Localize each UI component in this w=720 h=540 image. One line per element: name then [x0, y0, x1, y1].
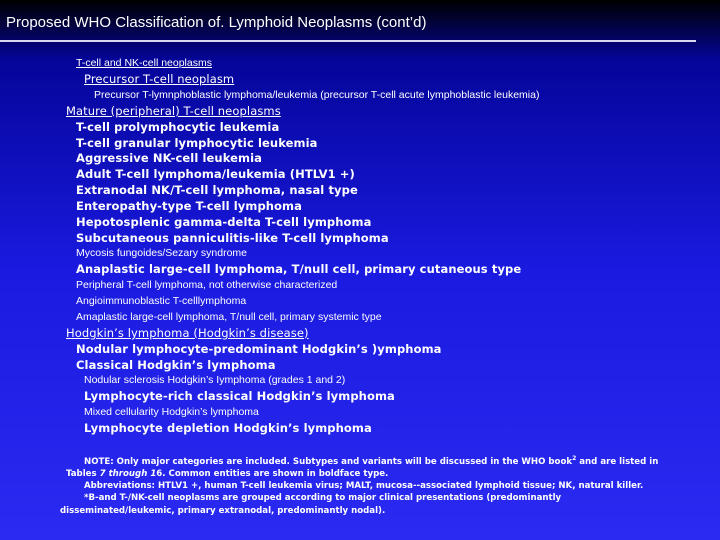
- title-divider: [0, 40, 696, 42]
- list-item: Enteropathy-type T-cell lymphoma: [76, 199, 303, 213]
- list-item: Nodular sclerosis Hodgkin’s Iymphoma (grades 1 and 2): [84, 374, 346, 386]
- note-text: and are listed in: [576, 456, 659, 467]
- footnote-line: disseminated/leukemic, primary extranodal, predominantly nodal).: [60, 505, 386, 516]
- list-item: Adult T-cell lymphoma/leukemia (HTLV1 +): [76, 167, 355, 181]
- list-item: Lymphocyte depletion Hodgkin’s lymphoma: [84, 421, 372, 435]
- note-text: NOTE: Only major categories are included. Subtypes and variants will be discussed in the WHO book: [84, 456, 573, 467]
- footnote-line: [66, 453, 706, 468]
- footnote-line: [66, 468, 706, 480]
- hodgkin-heading: Hodgkin’s lymphoma (Hodgkin’s disease): [66, 326, 309, 340]
- list-item: Amaplastic large-cell lymphoma, T/null cell, primary systemic type: [76, 311, 382, 323]
- list-item: T-cell prolymphocytic leukemia: [76, 120, 280, 134]
- list-item: Hepotosplenic gamma-delta T-cell lymphoma: [76, 215, 372, 229]
- note-text: 6. Common entities are shown in boldface type.: [156, 469, 389, 480]
- list-item: Anaplastic large-cell lymphoma, T/null cell, primary cutaneous type: [76, 262, 522, 276]
- precursor-heading: Precursor T-cell neoplasm: [84, 72, 235, 86]
- list-item: Aggressive NK-cell leukemia: [76, 151, 263, 165]
- mature-heading: Mature (peripheral) T-cell neoplasms: [66, 104, 281, 118]
- list-item: Mixed cellularity Hodgkin’s lymphoma: [84, 406, 259, 418]
- list-item: Peripheral T-cell lymphoma, not otherwise characterized: [76, 279, 338, 291]
- list-item: Classical Hodgkin’s lymphoma: [76, 358, 276, 372]
- list-item: Extranodal NK/T-cell lymphoma, nasal type: [76, 183, 358, 197]
- footnote-line: Abbreviations: HTLV1 +, human T-cell leukemia virus; MALT, mucosa--associated lymphoid tissue; NK, natural killer.: [84, 481, 644, 492]
- list-item: Mycosis fungoides/Sezary syndrome: [76, 247, 247, 259]
- slide-title: Proposed WHO Classification of. Lymphoid Neoplasms (cont’d): [6, 14, 427, 31]
- list-item: Subcutaneous panniculitis-like T-cell lymphoma: [76, 231, 389, 245]
- note-italic: 7 through 1: [99, 469, 157, 480]
- section-heading-t-nk: T-cell and NK-cell neoplasms: [76, 57, 212, 69]
- list-item: Angioimmunoblastic T-celllymphoma: [76, 295, 247, 307]
- footnote-block: [60, 453, 706, 517]
- list-item: Lymphocyte-rich classical Hodgkin’s lymphoma: [84, 389, 395, 403]
- note-text: Tables: [66, 469, 100, 480]
- footnote-line: *B-and T-/NK-cell neoplasms are grouped according to major clinical presentations (predominantly: [84, 493, 562, 504]
- list-item: T-cell granular lymphocytic leukemia: [76, 136, 318, 150]
- precursor-item: Precursor T-lymnphoblastic lymphoma/leukemia (precursor T-cell acute lymphoblastic leukemia): [94, 89, 540, 101]
- note-superscript: 2: [572, 455, 577, 462]
- list-item: Nodular lymphocyte-predominant Hodgkin’s )ymphoma: [76, 342, 442, 356]
